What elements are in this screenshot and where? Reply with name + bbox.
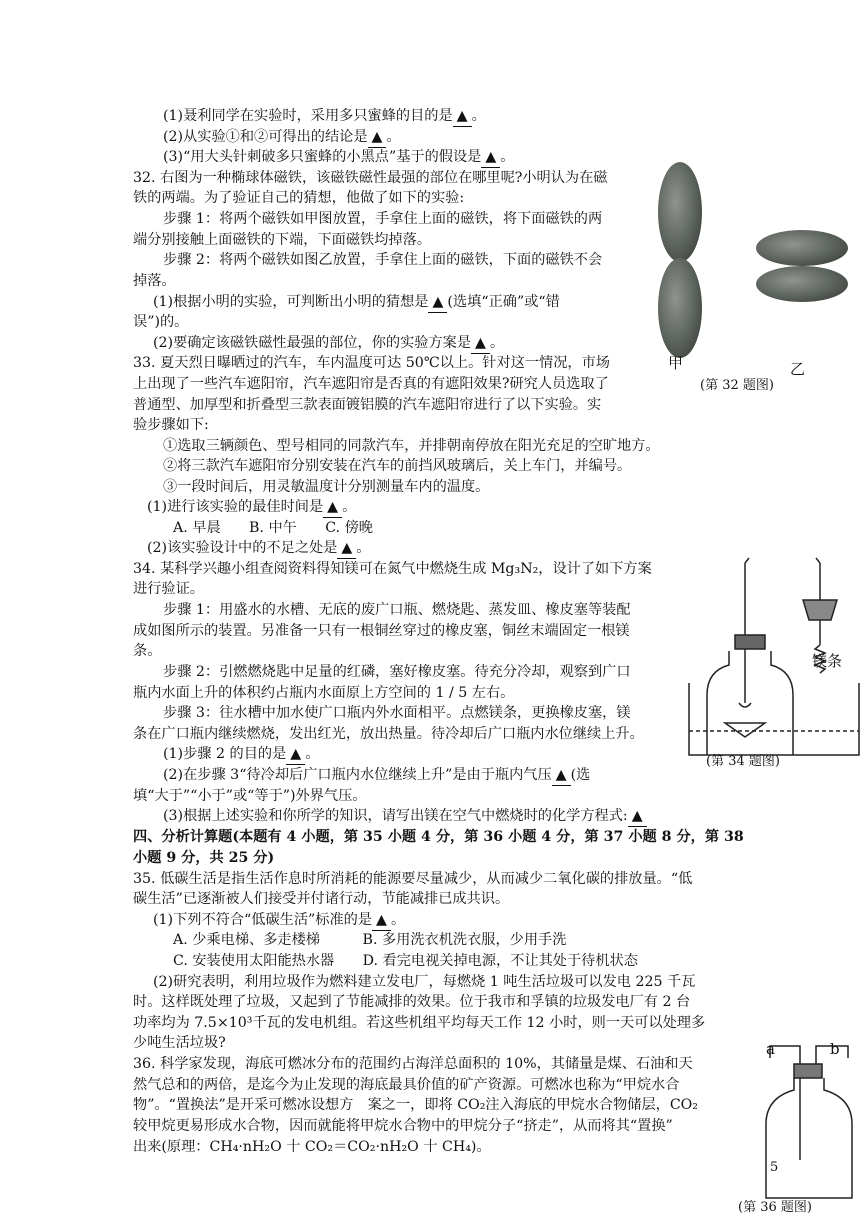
text-line (133, 374, 609, 394)
text-line (173, 930, 566, 950)
text-line (147, 497, 356, 518)
answer-blank: ▲ (453, 106, 472, 127)
line-tail: 。 (489, 335, 505, 351)
magnet-jia-bottom (658, 258, 702, 358)
line-text: 然气总和的两倍，是迄今为止发现的海底最具价值的矿产资源。可燃冰也称为“甲烷水合 (133, 1077, 680, 1093)
line-text: 较甲烷更易形成水合物，因而就能将甲烷水合物中的甲烷分子“挤走”，从而将其“置换” (133, 1118, 673, 1134)
line-text: 碳生活”已逐渐被人们接受并付诸行动，节能减排已成共识。 (133, 891, 510, 907)
figure-32-caption: (第 32 题图) (700, 378, 774, 393)
line-text: 铁的两端。为了验证自己的猜想，他做了如下的实验: (133, 190, 465, 206)
text-line (163, 703, 631, 723)
line-text: 步骤 2：引燃燃烧匙中足量的红磷，塞好橡皮塞。待充分冷却，观察到广口 (163, 664, 631, 680)
answer-blank: ▲ (372, 910, 391, 931)
line-text: 端分别接触上面磁铁的下端，下面磁铁均掉落。 (133, 232, 431, 248)
line-text: C. 安装使用太阳能热水器 D. 看完电视关掉电源，不让其处于待机状态 (173, 953, 638, 969)
text-line (173, 518, 373, 538)
magnet-jia-top (658, 162, 702, 262)
line-text: 小题 9 分，共 25 分) (133, 850, 275, 866)
text-line (133, 271, 176, 291)
text-line (133, 188, 464, 208)
line-text: ①选取三辆颜色、型号相同的同款汽车，并排朝南停放在阳光充足的空旷地方。 (163, 438, 660, 454)
answer-blank: ▲ (286, 744, 305, 765)
answer-blank: ▲ (323, 497, 342, 518)
line-text: 步骤 1：用盛水的水槽、无底的废广口瓶、燃烧匙、蒸发皿、橡皮塞等装配 (163, 602, 631, 618)
line-text: (3)“用大头针刺破多只蜜蜂的小黑点”基于的假设是 (163, 149, 482, 165)
line-text: 33. 夏天烈日曝晒过的汽车，车内温度可达 50℃以上。针对这一情况，市场 (133, 355, 610, 371)
line-text: 条在广口瓶内继续燃烧，发出红光，放出热量。待冷却后广口瓶内水位继续上升。 (133, 726, 644, 742)
line-text: A. 早晨 B. 中午 C. 傍晚 (173, 520, 373, 536)
text-line (133, 1075, 679, 1095)
text-line (133, 621, 630, 641)
line-text: (1)进行该实验的最佳时间是 (147, 499, 324, 515)
text-line (153, 972, 695, 992)
text-line (133, 1137, 491, 1157)
text-line (153, 292, 560, 313)
text-line (163, 436, 660, 456)
answer-blank: ▲ (481, 147, 500, 168)
text-line (163, 806, 647, 827)
line-text: 少吨生活垃圾? (133, 1035, 226, 1051)
text-line (147, 538, 370, 559)
answer-blank: ▲ (368, 127, 387, 148)
text-line (163, 456, 631, 476)
line-text: A. 少乘电梯、多走楼梯 B. 多用洗衣机洗衣服，少用手洗 (173, 932, 567, 948)
line-text: 普通型、加厚型和折叠型三款表面镀铝膜的汽车遮阳帘进行了以下实验。实 (133, 397, 602, 413)
answer-blank: ▲ (552, 765, 571, 786)
text-line (153, 333, 504, 354)
line-text: 成如图所示的装置。另准备一只有一根铜丝穿过的橡皮塞，铜丝末端固定一根镁 (133, 623, 630, 639)
line-tail: (选 (570, 767, 591, 783)
line-text: (3)根据上述实验和你所学的知识，请写出镁在空气中燃烧时的化学方程式: (163, 808, 628, 824)
line-tail: (选填“正确”或“错 (447, 294, 560, 310)
line-text: 步骤 1：将两个磁铁如甲图放置，手拿住上面的磁铁，将下面磁铁的两 (163, 211, 603, 227)
figure-36-caption: (第 36 题图) (738, 1200, 812, 1215)
text-line (133, 641, 161, 661)
line-text: 36. 科学家发现，海底可燃冰分布的范围约占海洋总面积的 10%，其储量是煤、石油和天 (133, 1056, 693, 1072)
figure-36-label-b: b (830, 1040, 840, 1058)
text-line (133, 869, 692, 889)
text-line (163, 662, 631, 682)
answer-blank: ▲ (628, 806, 647, 827)
line-text: (1)聂利同学在实验时，采用多只蜜蜂的目的是 (163, 108, 453, 124)
text-line (133, 559, 652, 579)
figure-34-label-mg: 镁条 (812, 652, 843, 670)
text-line (173, 951, 638, 971)
answer-blank: ▲ (428, 292, 447, 313)
line-text: (1)根据小明的实验，可判断出小明的猜想是 (153, 294, 429, 310)
line-text: 35. 低碳生活是指生活作息时所消耗的能源要尽量减少，从而减少二氧化碳的排放量。“低 (133, 871, 693, 887)
figure-36-bottle (760, 1040, 860, 1200)
line-tail: 。 (471, 108, 486, 124)
line-text: 误”)的。 (133, 314, 189, 330)
line-text: 掉落。 (133, 273, 176, 289)
text-line (133, 312, 188, 332)
text-line (163, 127, 401, 148)
figure-32-label-jia: 甲 (668, 354, 684, 372)
line-text: (1)步骤 2 的目的是 (163, 746, 287, 762)
figure-32-label-yi: 乙 (790, 360, 806, 378)
text-line (133, 683, 514, 703)
text-line (133, 1013, 705, 1033)
answer-blank: ▲ (471, 333, 490, 354)
line-text: 四、分析计算题(本题有 4 小题，第 35 小题 4 分，第 36 小题 4 分，第 37 小题 8 分，第 38 (133, 829, 744, 845)
line-tail: 。 (386, 129, 401, 145)
line-text: 上出现了一些汽车遮阳帘，汽车遮阳帘是否真的有遮阳效果?研究人员选取了 (133, 376, 609, 392)
line-text: 步骤 3：往水槽中加水使广口瓶内外水面相平。点燃镁条，更换橡皮塞，镁 (163, 705, 631, 721)
text-line (133, 992, 690, 1012)
magnet-yi-bottom (756, 266, 848, 302)
line-text: 时。这样既处理了垃圾，又起到了节能减排的效果。位于我市和孚镇的垃圾发电厂有 2 台 (133, 994, 691, 1010)
text-line (163, 600, 631, 620)
text-line (133, 786, 367, 806)
magnet-yi-top (756, 230, 848, 266)
text-line (133, 168, 608, 188)
line-tail: 。 (342, 499, 357, 515)
line-text: (2)该实验设计中的不足之处是 (147, 540, 338, 556)
text-line (163, 765, 590, 786)
text-line (153, 910, 405, 931)
text-line (163, 106, 486, 127)
text-line (133, 1095, 698, 1115)
text-line (163, 147, 514, 168)
text-line (163, 477, 489, 497)
text-line (133, 1116, 673, 1136)
text-line (133, 724, 644, 744)
text-line (133, 889, 509, 909)
text-line (163, 250, 602, 270)
page-number: 5 (770, 1160, 779, 1175)
line-text: (2)从实验①和②可得出的结论是 (163, 129, 368, 145)
line-text: (1)下列不符合“低碳生活”标准的是 (153, 912, 373, 928)
text-line (133, 395, 601, 415)
text-line (133, 827, 744, 847)
line-tail: 。 (305, 746, 320, 762)
line-text: 瓶内水面上升的体积约占瓶内水面原上方空间的 1 / 5 左右。 (133, 685, 515, 701)
text-line (133, 848, 274, 868)
text-line (133, 1054, 693, 1074)
line-text: 填“大于”“小于”或“等于”)外界气压。 (133, 788, 367, 804)
line-text: 34. 某科学兴趣小组查阅资料得知镁可在氮气中燃烧生成 Mg₃N₂，设计了如下方案 (133, 561, 652, 577)
line-text: (2)在步骤 3“待冷却后广口瓶内水位继续上升”是由于瓶内气压 (163, 767, 552, 783)
line-text: (2)要确定该磁铁磁性最强的部位，你的实验方案是 (153, 335, 472, 351)
text-line (133, 579, 204, 599)
figure-36-label-a: a (766, 1040, 775, 1058)
text-line (133, 230, 431, 250)
text-line (133, 353, 610, 373)
line-text: 条。 (133, 643, 162, 659)
line-text: 步骤 2：将两个磁铁如图乙放置，手拿住上面的磁铁，下面的磁铁不会 (163, 252, 603, 268)
text-line (163, 209, 602, 229)
line-text: 进行验证。 (133, 581, 204, 597)
line-tail: 。 (390, 912, 406, 928)
line-text: 出来(原理：CH₄·nH₂O 十 CO₂＝CO₂·nH₂O 十 CH₄)。 (133, 1139, 491, 1155)
line-tail: 。 (356, 540, 371, 556)
line-text: 物”。“置换法”是开采可燃冰设想方 案之一，即将 CO₂注入海底的甲烷水合物储层，CO₂ (133, 1097, 698, 1113)
text-line (133, 415, 209, 435)
line-text: 32. 右图为一种椭球体磁铁，该磁铁磁性最强的部位在哪里呢?小明认为在磁 (133, 170, 608, 186)
line-text: (2)研究表明，利用垃圾作为燃料建立发电厂，每燃烧 1 吨生活垃圾可以发电 225 千瓦 (153, 974, 696, 990)
line-text: 验步骤如下: (133, 417, 209, 433)
answer-blank: ▲ (337, 538, 356, 559)
figure-34-caption: (第 34 题图) (706, 754, 780, 769)
line-text: ②将三款汽车遮阳帘分别安装在汽车的前挡风玻璃后，关上车门，并编号。 (163, 458, 632, 474)
text-line (133, 1033, 226, 1053)
line-text: 功率均为 7.5×10³千瓦的发电机组。若这些机组平均每天工作 12 小时，则一天可以处理多 (133, 1015, 706, 1031)
text-line (163, 744, 319, 765)
line-text: ③一段时间后，用灵敏温度计分别测量车内的温度。 (163, 479, 490, 495)
line-tail: 。 (500, 149, 515, 165)
